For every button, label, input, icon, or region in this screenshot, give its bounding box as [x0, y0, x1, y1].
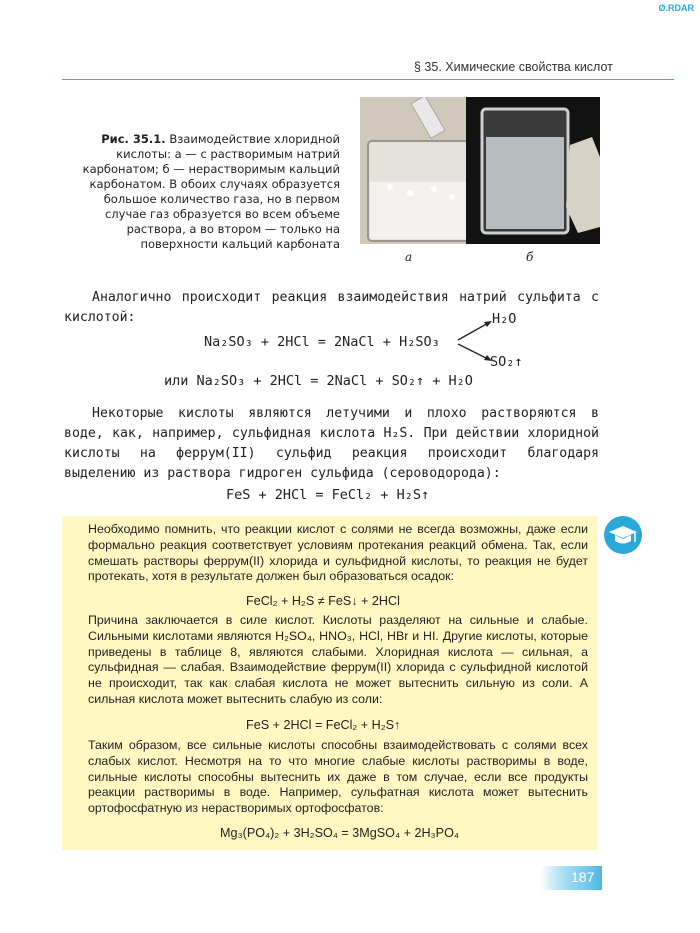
equation-iron-sulfide: FeS + 2HCl = FeCl₂ + H₂S↑: [226, 487, 430, 503]
section-header: § 35. Химические свойства кислот: [414, 60, 613, 74]
note-equation-1: FeCl₂ + H₂S ≠ FeS↓ + 2HCl: [246, 594, 400, 608]
figure-caption: [60, 132, 340, 252]
photo-label-a: а: [405, 250, 413, 264]
paragraph-volatile-acids: Некоторые кислоты являются летучими и плохо растворяются в воде, как, например, сульфидная кислота H₂S. При действии хлоридной кислоты на феррум(II) сульфид реакция происходит благодаря выделению из раствора гидроген сульфида (сероводорода):: [64, 406, 599, 481]
page-number: 187: [571, 869, 595, 885]
note-paragraph-2: Причина заключается в силе кислот. Кислоты разделяют на сильные и слабые. Сильными кислотами являются H₂SO₄, HNO₃, HCl, HBr и HI. Другие кислоты, которые приведены в таблице 8, являются слабыми. Хлоридная кислота — сильная, а сульфидная — слабая. Взаимодействие феррум(II) хлорида с сульфидной кислотой не происходит, так как слабая кислота не может вытеснить сильную из соли. А сильная кислота может вытеснить слабую из соли:: [88, 613, 588, 706]
paragraph-sodium-sulfite: Аналогично происходит реакция взаимодействия натрий сульфита с кислотой:: [64, 290, 599, 325]
equation-product-water: H₂O: [492, 311, 517, 327]
note-paragraph-3: Таким образом, все сильные кислоты способны взаимодействовать с солями всех слабых кислот. Несмотря на то что многие слабые кислоты растворимы в воде, сильные кислоты способны вытеснить их даже в том случае, если все продукты реакции растворимы в воде. Например, сульфатная кислота может вытеснить ортофосфатную из нерастворимых ортофосфатов:: [88, 738, 588, 816]
equation-sodium-sulfite-2: или Na₂SO₃ + 2HCl = 2NaCl + SO₂↑ + H₂O: [164, 373, 473, 389]
equation-product-sulfur-dioxide: SO₂↑: [490, 354, 523, 370]
note-paragraph-1: Необходимо помнить, что реакции кислот с солями не всегда возможны, даже если формально реакция соответствует условиям протекания реакций обмена. Так, если смешать растворы феррум(II) хлорида и сульфидной кислоты, то реакция не будет протекать, хотя в результате должен был образоваться осадок:: [88, 522, 588, 584]
graduation-cap-icon: [604, 516, 642, 554]
publisher-logo: Ø.RDAR: [658, 3, 694, 13]
photo-sodium-carbonate-beaker: [360, 97, 480, 244]
photo-calcium-carbonate-beaker: [466, 97, 600, 244]
note-equation-2: FeS + 2HCl = FeCl₂ + H₂S↑: [246, 718, 401, 732]
equation-branch-arrows: [456, 316, 496, 366]
header-divider: [62, 79, 674, 80]
caption-lead: Рис. 35.1.: [101, 132, 166, 146]
photo-label-b: б: [526, 250, 534, 264]
equation-sodium-sulfite-1: Na₂SO₃ + 2HCl = 2NaCl + H₂SO₃: [204, 334, 440, 350]
caption-text: Взаимодействие хлоридной кислоты: а — с растворимым натрий карбонатом; б — нерастворимым кальций карбонатом. В обоих случаях образуется большое количество газа, но в первом случае газ образуется во всем объеме раствора, а во втором — только на поверхности кальций карбоната: [82, 132, 340, 251]
note-equation-3: Mg₃(PO₄)₂ + 3H₂SO₄ = 3MgSO₄ + 2H₃PO₄: [220, 826, 460, 840]
